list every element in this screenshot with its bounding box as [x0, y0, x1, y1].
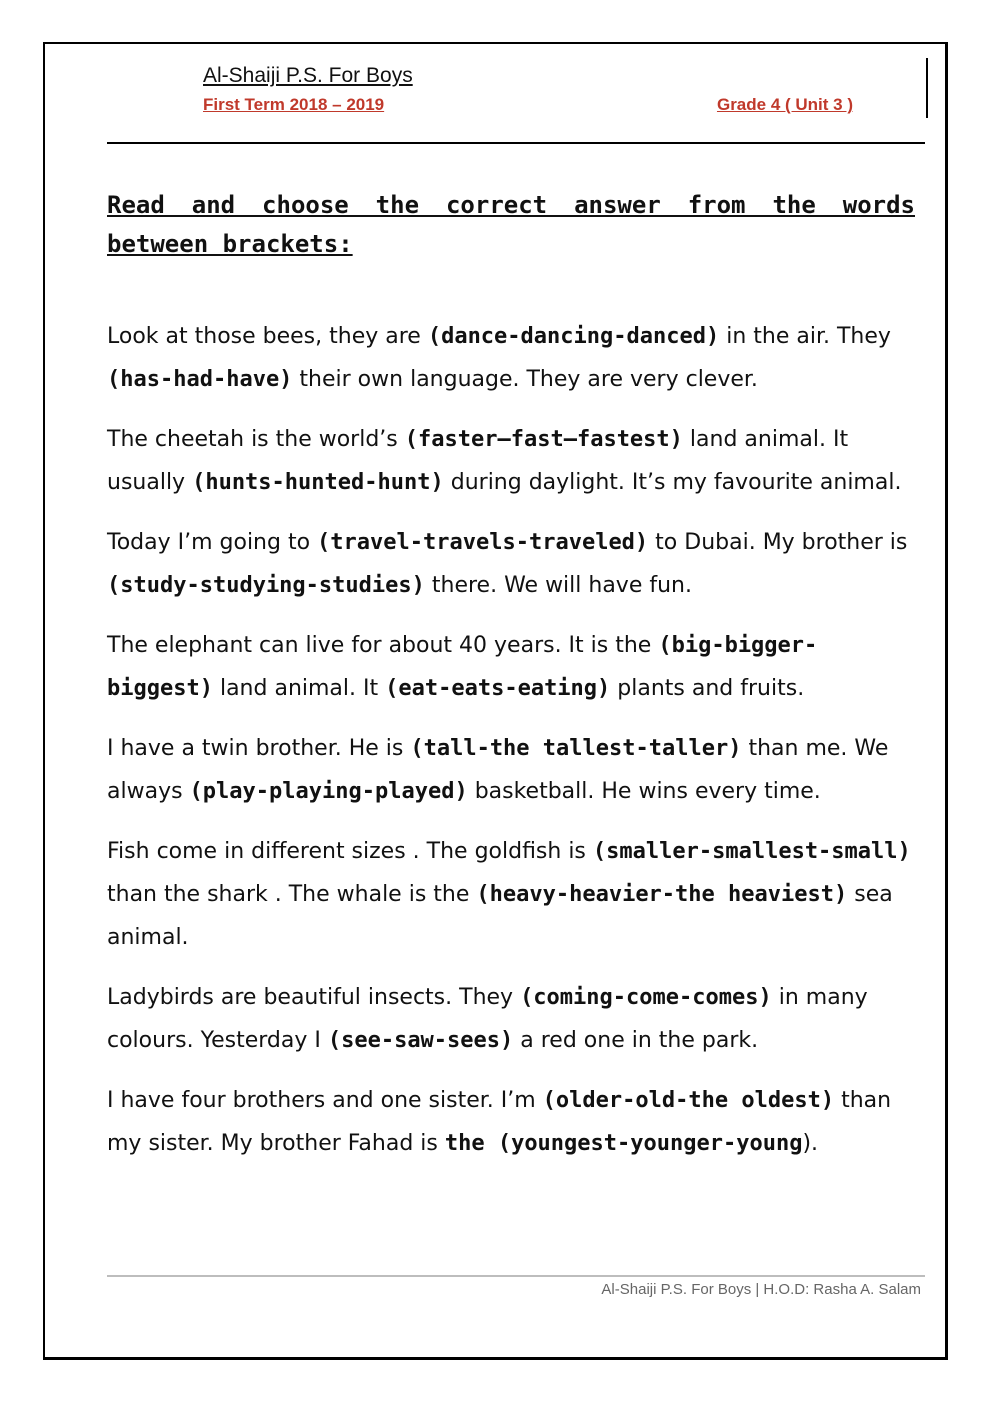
answer-options: (study-studying-studies): [107, 573, 425, 598]
passage-text: there. We will have fun.: [424, 573, 692, 598]
passage: [107, 830, 915, 959]
passage-text: land animal. It usually: [107, 427, 849, 495]
passage-text: a red one in the park.: [513, 1028, 759, 1053]
answer-options: (eat-eats-eating): [385, 676, 611, 701]
passage-text: to Dubai. My brother is: [648, 530, 908, 555]
passage-text: I have four brothers and one sister. I’m: [107, 1088, 543, 1113]
answer-options: (smaller-smallest-small): [592, 839, 911, 864]
answer-options: (heavy-heavier-the heaviest): [476, 882, 848, 907]
instructions-heading: Read and choose the correct answer from the words between brackets:: [107, 191, 915, 258]
passages-list: [107, 315, 915, 1182]
answer-options: (big-bigger-biggest): [107, 633, 818, 701]
term-label: First Term 2018 – 2019: [203, 95, 385, 114]
passage: [107, 1079, 915, 1165]
answer-options: (older-old-the oldest): [542, 1088, 835, 1113]
answer-options: (travel-travels-traveled): [317, 530, 649, 555]
grade-label: Grade 4 ( Unit 3 ): [716, 95, 853, 114]
answer-options: (play-playing-played): [189, 779, 468, 804]
passage-text: basketball. He wins every time.: [467, 779, 821, 804]
passage-text: in the air. They: [719, 324, 891, 349]
passage: [107, 521, 915, 607]
passage-text: The cheetah is the world’s: [107, 427, 405, 452]
header-divider: [107, 142, 925, 144]
passage-text: The elephant can live for about 40 years. It is the: [107, 633, 659, 658]
answer-options: (has-had-have): [107, 367, 293, 392]
passage-text: land animal. It: [212, 676, 386, 701]
answer-options: (hunts-hunted-hunt): [192, 470, 444, 495]
passage-text: Fish come in different sizes . The goldfish is: [107, 839, 593, 864]
passage: [107, 418, 915, 504]
passage-text: ).: [802, 1131, 819, 1156]
passage-text: plants and fruits.: [610, 676, 805, 701]
corner-mark: [926, 58, 928, 118]
passage: [107, 727, 915, 813]
passage-text: during daylight. It’s my favourite animal.: [443, 470, 902, 495]
passage-text: I have a twin brother. He is: [107, 736, 411, 761]
passage-text: than me. We always: [107, 736, 889, 804]
answer-options: (faster–fast–fastest): [404, 427, 683, 452]
passage-text: Look at those bees, they are: [107, 324, 428, 349]
passage-text: than my sister. My brother Fahad is: [107, 1088, 892, 1156]
answer-options: (see-saw-sees): [327, 1028, 514, 1053]
answer-options: (dance-dancing-danced): [427, 324, 720, 349]
passage-text: than the shark . The whale is the: [107, 882, 477, 907]
footer-divider: [107, 1275, 925, 1277]
passage-text: Today I’m going to: [107, 530, 318, 555]
passage-text: sea animal.: [107, 882, 893, 950]
school-name: Al-Shaiji P.S. For Boys: [203, 64, 413, 87]
answer-options: the (youngest-younger-young: [444, 1131, 803, 1156]
passage: [107, 976, 915, 1062]
passage: [107, 624, 915, 710]
passage-text: Ladybirds are beautiful insects. They: [107, 985, 521, 1010]
term-line: [203, 94, 853, 116]
answer-options: (coming-come-comes): [520, 985, 772, 1010]
passage-text: in many colours. Yesterday I: [107, 985, 868, 1053]
footer-text: Al-Shaiji P.S. For Boys | H.O.D: Rasha A. Salam: [601, 1281, 921, 1298]
answer-options: (tall-the tallest-taller): [410, 736, 742, 761]
passage: [107, 315, 915, 401]
passage-text: their own language. They are very clever.: [292, 367, 758, 392]
